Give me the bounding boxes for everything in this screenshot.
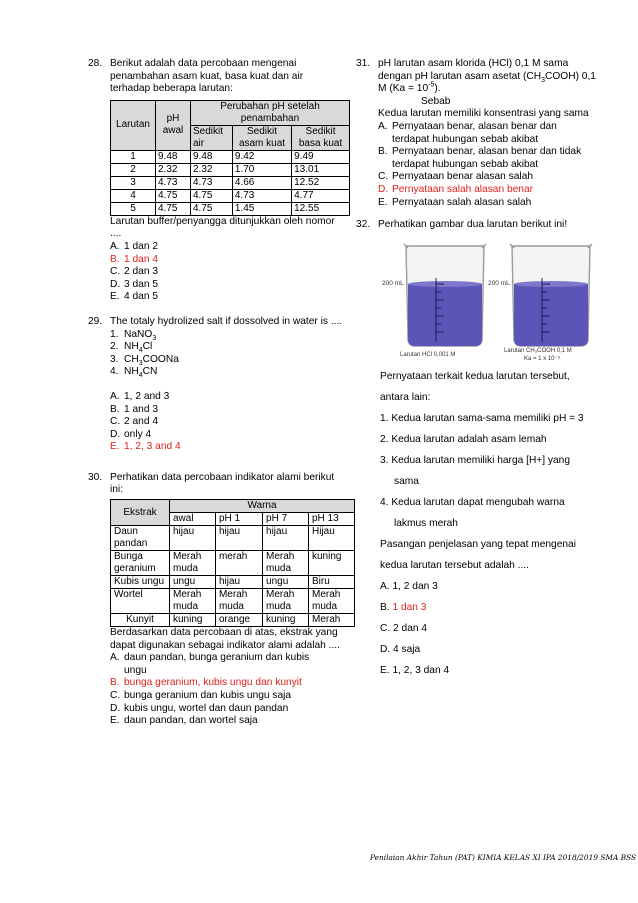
table-row — [111, 189, 350, 202]
option-d[interactable] — [110, 429, 350, 442]
question-number: 31. — [356, 58, 371, 69]
cell: 1.70 — [232, 163, 291, 176]
option-letter: E. — [110, 715, 120, 727]
cell: ungu — [170, 576, 216, 589]
question-stem: Berikut adalah data percobaan mengenai penambahan asam kuat, basa kuat dan air terhadap beberapa larutan: — [110, 58, 304, 95]
cell: 2.32 — [156, 163, 191, 176]
statement-line: Pernyataan terkait kedua larutan tersebut, — [380, 370, 570, 382]
header-air: Sedikit air — [191, 125, 233, 150]
option-text: 2 dan 4 — [393, 622, 428, 634]
header-awal: awal — [170, 513, 216, 526]
option-c[interactable] — [380, 618, 606, 639]
point-1 — [380, 408, 606, 429]
cell: 9.49 — [292, 150, 350, 163]
cell: 1 — [111, 150, 156, 163]
question-29 — [88, 316, 350, 454]
beaker1-volume: 200 mL — [382, 279, 404, 287]
option-b[interactable] — [378, 146, 606, 171]
cell: Merah muda — [215, 589, 262, 614]
question-number: 30. — [88, 471, 103, 483]
option-text: 1 and 3 — [124, 403, 158, 415]
option-letter: B. — [378, 146, 388, 158]
option-letter: D. — [110, 278, 121, 290]
table-row — [111, 614, 355, 627]
header-perubahan: Perubahan pH setelah penambahan — [191, 100, 350, 125]
beaker-hcl — [382, 244, 486, 358]
option-b[interactable] — [110, 677, 350, 690]
option-letter: C. — [110, 416, 121, 428]
cell: Bunga geranium — [111, 551, 170, 576]
cell: 4.75 — [156, 202, 191, 215]
cell: Merah muda — [263, 589, 309, 614]
question-number: 29. — [88, 315, 103, 327]
right-column — [356, 58, 606, 681]
page-footer: Penilaian Akhir Tahun (PAT) KIMIA KELAS XI IPA 2018/2019 SMA BSS — [370, 853, 637, 862]
point-number: 4. — [380, 496, 389, 508]
salt-item — [110, 366, 350, 379]
cell: 4 — [111, 189, 156, 202]
cell: kuning — [170, 614, 216, 627]
question-30 — [88, 472, 350, 728]
liquid-fill — [514, 284, 588, 346]
question-stem: Perhatikan data percobaan indikator alami berikut ini: — [110, 471, 335, 496]
option-e[interactable] — [380, 660, 606, 681]
cell: Merah muda — [170, 551, 216, 576]
option-text: kubis ungu, wortel dan daun pandan — [124, 702, 289, 714]
option-text: 1 dan 4 — [124, 253, 158, 265]
option-a[interactable] — [378, 121, 606, 146]
cell: 13.01 — [292, 163, 350, 176]
table-row — [111, 150, 350, 163]
option-text: only 4 — [124, 428, 152, 440]
statement-line: antara lain: — [380, 391, 431, 403]
sebab-label: Sebab — [421, 95, 451, 107]
option-letter: C. — [378, 171, 389, 183]
cell: merah — [215, 551, 262, 576]
option-letter: E. — [110, 441, 120, 453]
cell: 4.73 — [156, 176, 191, 189]
option-text: bunga geranium, kubis ungu dan kunyit — [124, 677, 302, 689]
table-row — [111, 589, 355, 614]
reason-text: Kedua larutan memiliki konsentrasi yang sama — [378, 108, 589, 120]
cell: ungu — [263, 576, 309, 589]
question-stem: Perhatikan gambar dua larutan berikut ini! — [378, 219, 568, 231]
option-text: Pernyataan benar, alasan benar dan tidak terdapat hubungan sebab akibat — [392, 146, 582, 170]
option-letter: D. — [110, 428, 121, 440]
indicator-table — [110, 499, 355, 627]
option-letter: A. — [110, 240, 120, 252]
cell: Daun pandan — [111, 526, 170, 551]
option-text: 1, 2, 3 and 4 — [124, 441, 181, 453]
formula-part: NH — [124, 366, 139, 378]
cell: 1.45 — [232, 202, 291, 215]
option-d[interactable] — [380, 639, 606, 660]
cell: 3 — [111, 176, 156, 189]
cell: Biru — [308, 576, 354, 589]
salt-item — [110, 329, 350, 342]
option-text: daun pandan, bunga geranium dan kubis ungu — [124, 652, 310, 676]
formula-subscript: 3 — [541, 76, 545, 84]
option-letter: D. — [110, 702, 121, 714]
header-ph13: pH 13 — [308, 513, 354, 526]
header-ph1: pH 1 — [215, 513, 262, 526]
point-number: 2. — [380, 433, 389, 445]
point-number: 3. — [380, 454, 389, 466]
option-text: 4 dan 5 — [124, 291, 158, 303]
question-number: 32. — [356, 219, 371, 231]
option-text: Pernyataan benar alasan salah — [392, 171, 534, 183]
cell: 5 — [111, 202, 156, 215]
cell: 2 — [111, 163, 156, 176]
beaker1-label: Larutan HCl 0,001 M — [400, 351, 456, 358]
stem-text: COOH) 0,1 M (Ka = 10 — [378, 70, 596, 95]
beakers-figure — [378, 240, 598, 362]
header-ph-awal: pH awal — [156, 100, 191, 150]
cell: Merah muda — [170, 589, 216, 614]
table-row — [111, 576, 355, 589]
salt-item — [110, 354, 350, 367]
point-number: 1. — [380, 412, 389, 424]
cell: Merah — [308, 614, 354, 627]
option-a[interactable] — [110, 241, 350, 254]
point-3 — [380, 450, 606, 471]
option-text: Pernyataan salah alasan benar — [392, 183, 534, 195]
salt-item — [110, 341, 350, 354]
question-number: 28. — [88, 58, 103, 69]
cell: kuning — [308, 551, 354, 576]
item-number: 1. — [110, 328, 119, 340]
formula-superscript: -5 — [428, 81, 435, 89]
option-d[interactable] — [110, 703, 350, 716]
option-text: Pernyataan benar, alasan benar dan terdapat hubungan sebab akibat — [392, 120, 557, 145]
header-ph7: pH 7 — [263, 513, 309, 526]
option-text: 1, 2 dan 3 — [392, 580, 438, 592]
beaker-acetic — [488, 244, 592, 362]
formula-subscript: 4 — [138, 347, 143, 355]
table-row — [111, 163, 350, 176]
item-number: 4. — [110, 366, 119, 378]
formula-part: Cl — [142, 341, 153, 353]
formula-part: NaNO — [124, 328, 153, 340]
option-letter: E. — [110, 291, 120, 303]
beaker2-volume: 200 mL — [488, 279, 510, 287]
left-column — [88, 58, 350, 728]
cell: hijau — [263, 526, 309, 551]
formula-subscript: 3 — [138, 359, 143, 367]
point-text: Kedua larutan adalah asam lemah — [391, 433, 547, 445]
question-prompt: Berdasarkan data percobaan di atas, ekstrak yang dapat digunakan sebagai indikator alami adalah .... — [110, 627, 340, 651]
cell: 4.75 — [191, 202, 233, 215]
table-row — [111, 176, 350, 189]
formula-part: COONa — [142, 353, 179, 365]
cell: 4.73 — [191, 176, 233, 189]
cell: Merah muda — [263, 551, 309, 576]
option-e[interactable] — [110, 291, 350, 304]
option-d[interactable] — [378, 184, 606, 197]
point-text: Kedua larutan sama-sama memiliki pH = 3 — [391, 412, 584, 424]
cell: 12.52 — [292, 176, 350, 189]
option-e[interactable] — [110, 715, 350, 728]
option-text: 2 dan 3 — [124, 266, 158, 278]
header-basa: Sedikit basa kuat — [292, 125, 350, 150]
cell: Kunyit — [111, 614, 170, 627]
point-2 — [380, 429, 606, 450]
option-letter: A. — [378, 120, 388, 132]
cell: 9.48 — [156, 150, 191, 163]
formula-part: NH — [124, 341, 139, 353]
option-b[interactable] — [110, 404, 350, 417]
header-asam: Sedikit asam kuat — [232, 125, 291, 150]
option-c[interactable] — [110, 690, 350, 703]
option-c[interactable] — [110, 266, 350, 279]
stem-text: ). — [434, 83, 441, 95]
option-letter: B. — [110, 253, 120, 265]
cell: orange — [215, 614, 262, 627]
option-letter: B. — [110, 677, 120, 689]
cell: 4.75 — [156, 189, 191, 202]
option-letter: D. — [378, 183, 389, 195]
cell: Wortel — [111, 589, 170, 614]
option-c[interactable] — [110, 416, 350, 429]
header-warna: Warna — [170, 500, 355, 513]
beaker2-label: Larutan CH₃COOH 0,1 M — [504, 347, 572, 354]
option-text: 1 dan 3 — [392, 601, 427, 613]
prompt-line: kedua larutan tersebut adalah .... — [380, 559, 529, 571]
cell: 9.42 — [232, 150, 291, 163]
cell: 2.32 — [191, 163, 233, 176]
cell: Hijau — [308, 526, 354, 551]
option-text: 1, 2, 3 dan 4 — [392, 664, 450, 676]
question-prompt: Larutan buffer/penyangga ditunjukkan oleh nomor .... — [110, 215, 335, 240]
cell: hijau — [170, 526, 216, 551]
option-text: daun pandan, dan wortel saja — [124, 715, 258, 727]
liquid-fill — [408, 284, 482, 346]
cell: 4.77 — [292, 189, 350, 202]
option-letter: B. — [110, 403, 120, 415]
question-stem: The totaly hydrolized salt if dossolved in water is .... — [110, 315, 343, 327]
option-letter: B. — [380, 601, 390, 613]
option-text: 2 and 4 — [124, 416, 158, 428]
cell: 9.48 — [191, 150, 233, 163]
formula-part: CN — [142, 366, 158, 378]
option-text: 3 dan 5 — [124, 278, 158, 290]
option-letter: C. — [110, 690, 121, 702]
option-b[interactable] — [380, 597, 606, 618]
point-3-cont: sama — [394, 475, 419, 487]
cell: 4.75 — [191, 189, 233, 202]
formula-subscript: 4 — [138, 372, 143, 380]
option-text: 1 dan 2 — [124, 240, 158, 252]
option-text: bunga geranium dan kubis ungu saja — [124, 690, 292, 702]
item-number: 2. — [110, 341, 119, 353]
prompt-line: Pasangan penjelasan yang tepat mengenai — [380, 538, 576, 550]
cell: 4.66 — [232, 176, 291, 189]
question-31 — [356, 58, 606, 209]
point-text: Kedua larutan memiliki harga [H+] yang — [391, 454, 571, 466]
option-letter: A. — [380, 580, 390, 592]
table-row — [111, 526, 355, 551]
option-text: 4 saja — [393, 643, 421, 655]
option-e[interactable] — [378, 197, 606, 210]
option-letter: C. — [110, 266, 121, 278]
point-4-cont: lakmus merah — [394, 517, 458, 529]
header-larutan: Larutan — [111, 100, 156, 150]
option-c[interactable] — [378, 171, 606, 184]
question-32 — [356, 219, 606, 681]
option-letter: D. — [380, 643, 391, 655]
cell: 4.73 — [232, 189, 291, 202]
formula-part: CH — [124, 353, 139, 365]
cell: kuning — [263, 614, 309, 627]
option-b[interactable] — [110, 254, 350, 267]
beaker2-ka: Ka = 1 x 10⁻⁵ — [524, 355, 561, 362]
cell: Merah muda — [308, 589, 354, 614]
option-d[interactable] — [110, 279, 350, 292]
question-28 — [88, 58, 350, 304]
option-a[interactable] — [110, 652, 350, 677]
option-a[interactable] — [110, 391, 350, 404]
option-e[interactable] — [110, 441, 350, 454]
formula-subscript: 3 — [152, 334, 157, 342]
cell: Kubis ungu — [111, 576, 170, 589]
table-row — [111, 551, 355, 576]
option-letter: C. — [380, 622, 391, 634]
option-text: 1, 2 and 3 — [124, 390, 170, 402]
cell: hijau — [215, 526, 262, 551]
option-a[interactable] — [380, 576, 606, 597]
point-text: Kedua larutan dapat mengubah warna — [391, 496, 565, 508]
statements — [380, 366, 606, 681]
cell: hijau — [215, 576, 262, 589]
option-letter: A. — [110, 390, 120, 402]
table-row — [111, 202, 350, 215]
option-text: Pernyataan salah alasan salah — [392, 196, 532, 208]
option-letter: E. — [378, 196, 388, 208]
option-letter: E. — [380, 664, 390, 676]
stem-text: pH larutan asam klorida (HCl) 0,1 M sama dengan pH larutan asam asetat (CH — [378, 58, 569, 82]
item-number: 3. — [110, 353, 119, 365]
point-4 — [380, 492, 606, 513]
header-ekstrak: Ekstrak — [111, 500, 170, 526]
question-stem — [378, 58, 603, 96]
option-letter: A. — [110, 652, 120, 664]
cell: 12.55 — [292, 202, 350, 215]
ph-change-table — [110, 100, 350, 216]
